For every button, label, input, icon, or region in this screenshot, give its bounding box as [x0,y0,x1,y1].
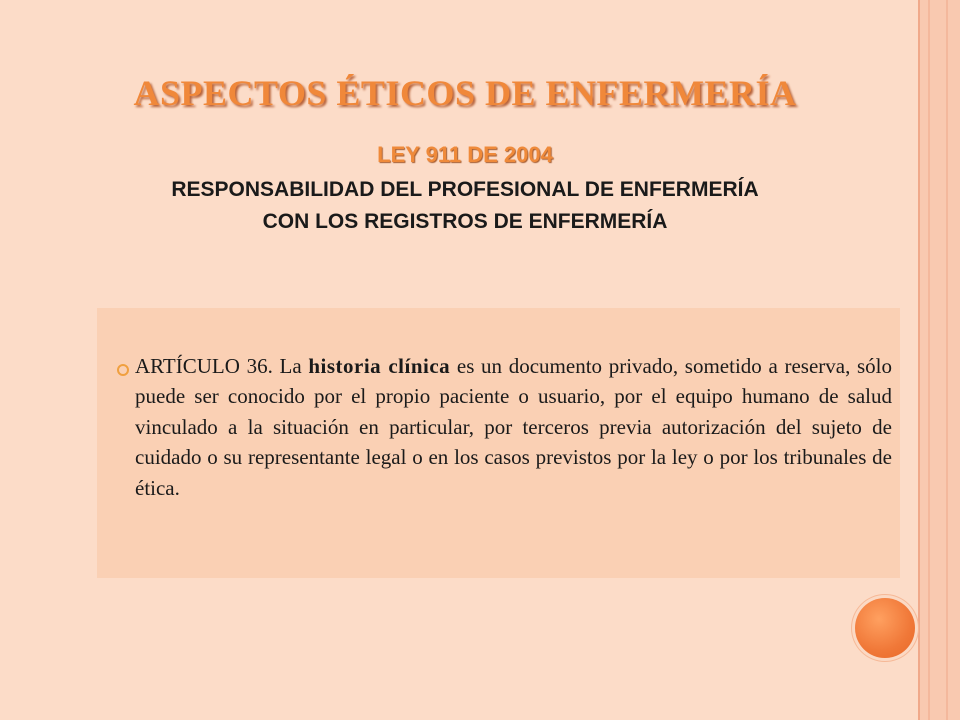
bullet-icon [117,364,129,376]
article-body: es un documento privado, sometido a reserva, sólo puede ser conocido por el propio paciente o usuario, por el equipo humano de salud vinculado a la situación en particular, por terceros previa autorización del sujeto de cuidado o su representante legal o en los casos previstos por la ley o por los tribunales de ética. [135,354,893,500]
article-prefix: ARTÍCULO 36. La [135,354,302,378]
slide-title: ASPECTOS ÉTICOS DE ENFERMERÍA [133,73,797,113]
decorative-circle-icon [855,598,915,658]
subtitle-line-2: CON LOS REGISTROS DE ENFERMERÍA [262,210,668,233]
article-keyword: historia clínica [308,354,451,378]
subtitle-line-1: RESPONSABILIDAD DEL PROFESIONAL DE ENFERMERÍA [171,178,759,201]
article-text [135,351,892,503]
law-reference: LEY 911 DE 2004 [377,142,553,167]
